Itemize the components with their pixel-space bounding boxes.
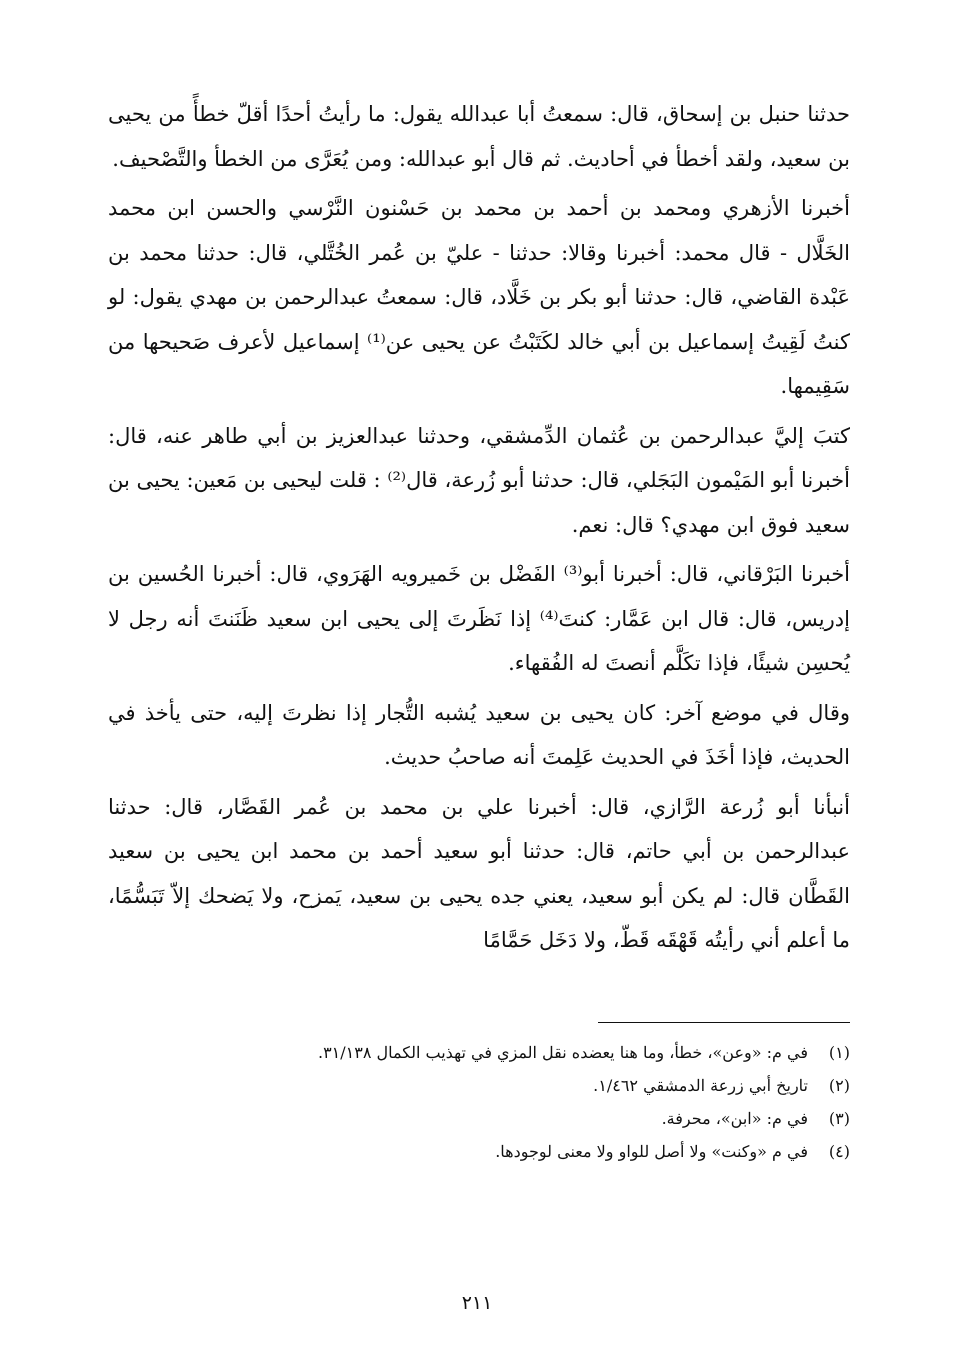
paragraph: حدثنا حنبل بن إسحاق، قال: سمعتُ أبا عبدالله يقول: ما رأيتُ أحدًا أقلّ خطأً من يحيى بن سعيد، ولقد أخطأ في أحاديث. ثم قال أبو عبدالله: ومن يُعَرَّى من الخطأ والتَّصْحيف. (108, 102, 850, 171)
paragraph: وقال في موضع آخر: كان يحيى بن سعيد يُشبه التُّجار إذا نظرتَ إليه، حتى يأخذ في الحديث، فإذا أخَذَ في الحديث عَلِمتَ أنه صاحبُ حديث. (108, 700, 850, 769)
footnote (160, 1135, 850, 1168)
footnote (160, 1036, 850, 1069)
footnote-separator (598, 1022, 850, 1023)
paragraph: أنبأنا أبو زُرعة الرَّازي، قال: أخبرنا علي بن محمد بن عُمر القَصَّار، قال: حدثنا عبدالرحمن بن أبي حاتم، قال: حدثنا أبو سعيد أحمد بن محمد ابن يحيى بن سعيد القَطَّان قال: لم يكن أبو سعيد، يعني جده يحيى بن سعيد، يَمزح، ولا يَضحك إلاّ تَبَسُّمًا، ما أعلم أني رأيتُه قَهْقَه قَطّ، ولا دَخَل حَمَّامًا (108, 794, 850, 952)
footnote-number: (١) (828, 1043, 850, 1062)
footnote-number: (٤) (828, 1142, 850, 1161)
footnote-text: في م: «ابن»، محرفة. (661, 1109, 808, 1128)
footnote-text: في م: «وعن»، خطأ، وما هنا يعضده نقل المزي في تهذيب الكمال ٣١/١٣٨. (317, 1043, 808, 1062)
footnote (160, 1102, 850, 1135)
paragraph: أخبرنا الأزهري ومحمد بن أحمد بن محمد بن حَسْنون النَّرْسي والحسن ابن محمد الخَلَّال - قال محمد: أخبرنا وقالا: حدثنا - عليّ بن عُمر الخُتَّلي، قال: حدثنا محمد بن عَبْدة القاضي، قال: حدثنا أبو بكر بن خَلَّاد، قال: سمعتُ عبدالرحمن بن مهدي يقول: لو كنتُ لَقِيتُ إسماعيل بن أبي خالد لكَتَبْتُ عن يحيى عن⁽¹⁾ إسماعيل لأعرف صَحيحها من سَقِيمها. (108, 196, 850, 398)
page-number: ٢١١ (461, 1292, 493, 1314)
footnote-text: في م «وكنت» ولا أصل للواو ولا معنى لوجودها. (495, 1142, 808, 1161)
paragraph: أخبرنا البَرْقاني، قال: أخبرنا أبو⁽³⁾ الفَضْل بن خَميرويه الهَرَوي، قال: أخبرنا الحُسين بن إدريس، قال: قال ابن عَمَّار: كنتَ⁽⁴⁾ إذا نَظَرتَ إلى يحيى ابن سعيد ظَنَنتَ أنه رجل لا يُحسِن شيئًا، فإذا تكَلَّم أنصتَ له الفُقهاء. (108, 562, 851, 675)
paragraph: كتبَ إليَّ عبدالرحمن بن عُثمان الدِّمشقي، وحدثنا عبدالعزيز بن أبي طاهر عنه، قال: أخبرنا أبو المَيْمون البَجَلي، قال: حدثنا أبو زُرعة، قال⁽²⁾ : قلت ليحيى بن مَعين: يحيى بن سعيد فوق ابن مهدي؟ قال: نعم. (108, 423, 850, 537)
footnote-number: (٢) (828, 1076, 850, 1095)
footnote-number: (٣) (828, 1109, 850, 1128)
footnote (160, 1069, 850, 1102)
footnotes (160, 1036, 850, 1168)
footnote-text: تاريخ أبي زرعة الدمشقي ١/٤٦٢. (593, 1076, 808, 1095)
main-text (108, 92, 850, 963)
